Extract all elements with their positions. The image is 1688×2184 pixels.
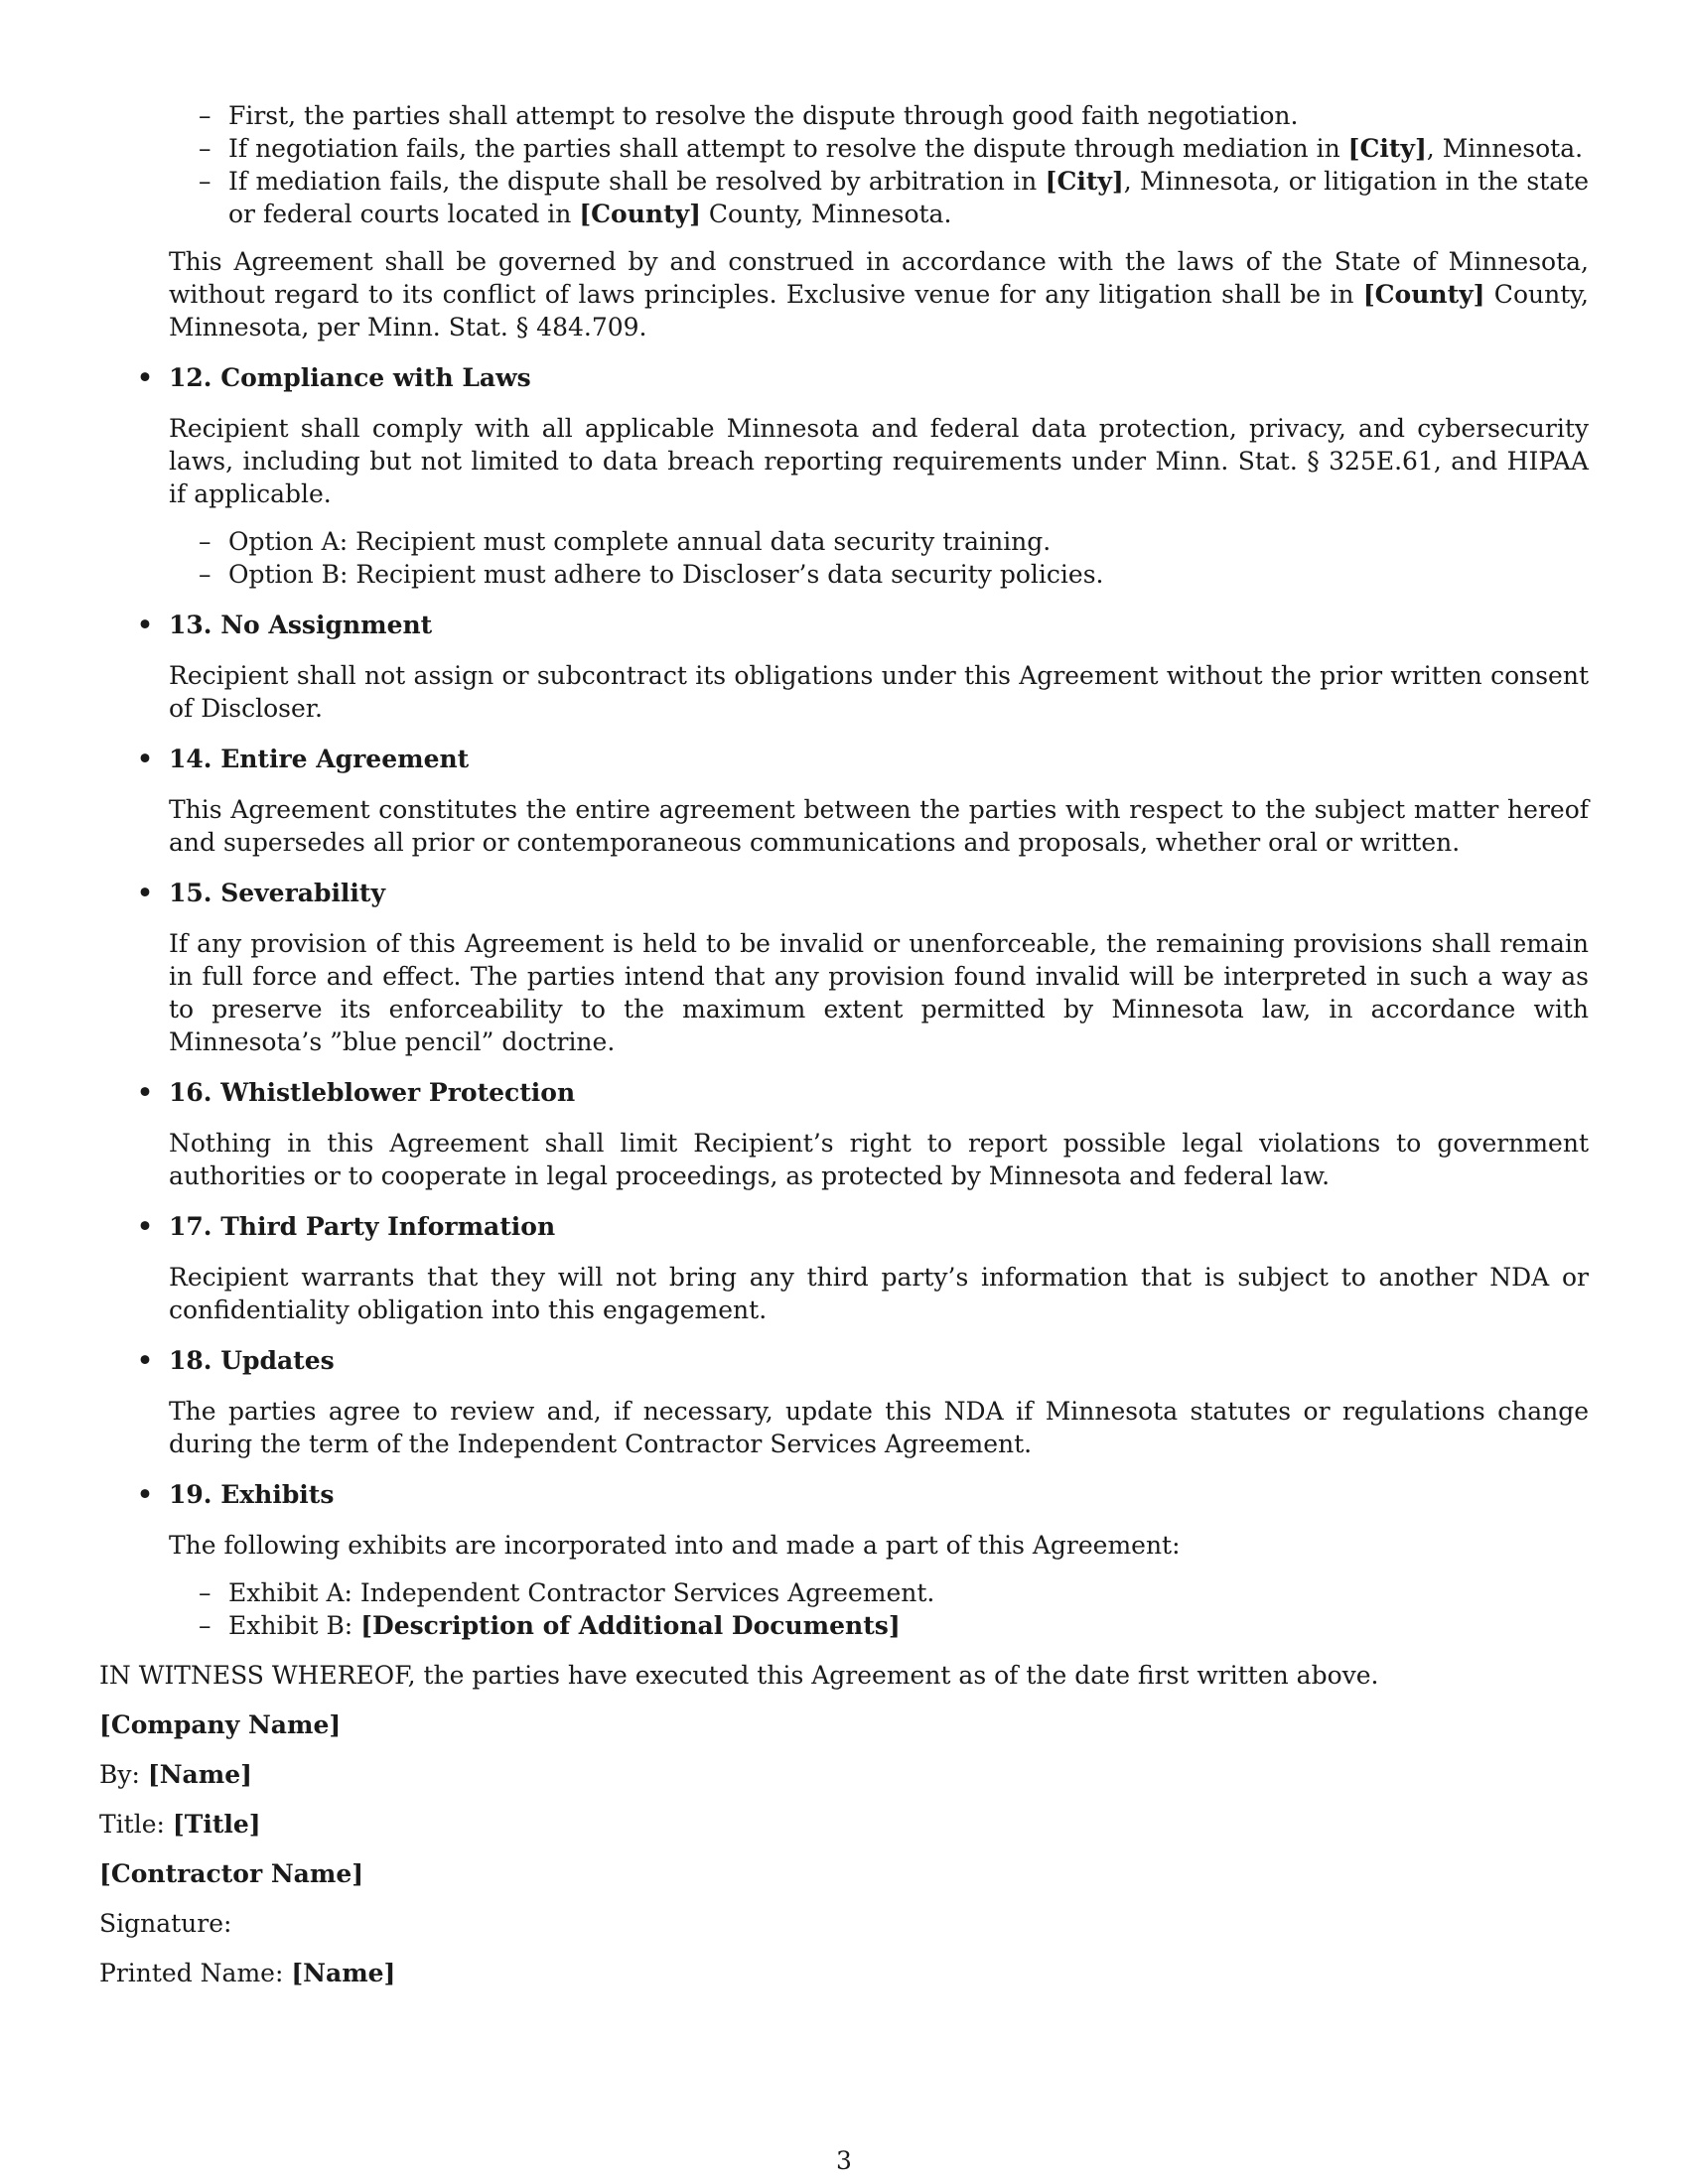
bullet-icon: • bbox=[137, 611, 153, 639]
section-12 bbox=[99, 361, 1589, 591]
section-16 bbox=[99, 1076, 1589, 1192]
section-heading: • 12. Compliance with Laws bbox=[137, 363, 531, 392]
section-17 bbox=[99, 1210, 1589, 1326]
bullet-icon: • bbox=[137, 1346, 153, 1375]
bullet-icon: • bbox=[137, 1480, 153, 1509]
witness-statement: IN WITNESS WHEREOF, the parties have executed this Agreement as of the date first written above. bbox=[99, 1661, 1379, 1690]
section-body: The following exhibits are incorporated into and made a part of this Agreement: bbox=[169, 1531, 1181, 1560]
section-heading: • 15. Severability bbox=[137, 879, 386, 907]
section-heading: • 16. Whistleblower Protection bbox=[137, 1078, 576, 1107]
dispute-resolution-steps bbox=[199, 99, 1589, 230]
section-heading: • 18. Updates bbox=[137, 1346, 335, 1375]
section-body: Recipient shall not assign or subcontract its obligations under this Agreement without the prior written consent of Discloser. bbox=[169, 661, 1589, 723]
section-body: Nothing in this Agreement shall limit Recipient’s right to report possible legal violations to government authorities or to cooperate in legal proceedings, as protected by Minnesota and federal law. bbox=[169, 1129, 1589, 1190]
section-19 bbox=[99, 1478, 1589, 1642]
title-line: Title: [Title] bbox=[99, 1810, 261, 1839]
section-body: If any provision of this Agreement is held to be invalid or unenforceable, the remaining provisions shall remain in full force and effect. The parties intend that any provision found invalid will be interpreted in such a way as to preserve its enforceability to the maximum extent permitted by Minnesota law, in accordance with Minnesota’s ”blue pencil” doctrine. bbox=[169, 929, 1589, 1056]
section-body: The parties agree to review and, if necessary, update this NDA if Minnesota statutes or regulations change during the term of the Independent Contractor Services Agreement. bbox=[169, 1397, 1589, 1458]
list-item: – If negotiation fails, the parties shall attempt to resolve the dispute through mediation in [City], Minnesota. bbox=[199, 132, 1589, 165]
list-item: – First, the parties shall attempt to resolve the dispute through good faith negotiation. bbox=[199, 99, 1589, 132]
section-body: This Agreement constitutes the entire agreement between the parties with respect to the subject matter hereof and supersedes all prior or contemporaneous communications and proposals, whether oral or written. bbox=[169, 795, 1589, 857]
company-name: [Company Name] bbox=[99, 1710, 342, 1739]
section-heading: • 14. Entire Agreement bbox=[137, 745, 470, 773]
section-13 bbox=[99, 609, 1589, 725]
county-placeholder: [County] bbox=[1362, 280, 1485, 309]
section-heading: • 13. No Assignment bbox=[137, 611, 433, 639]
document-page bbox=[99, 99, 1589, 1989]
section-body: Recipient shall comply with all applicable Minnesota and federal data protection, privacy, and cybersecurity laws, including but not limited to data breach reporting requirements under Minn. Stat. § 325E.61, and HIPAA if applicable. bbox=[169, 414, 1589, 508]
city-placeholder: [City] bbox=[1045, 167, 1124, 196]
by-line: By: [Name] bbox=[99, 1760, 252, 1789]
section-18 bbox=[99, 1344, 1589, 1460]
section-heading: • 19. Exhibits bbox=[137, 1480, 335, 1509]
printed-name-line: Printed Name: [Name] bbox=[99, 1959, 396, 1987]
list-item: – Option A: Recipient must complete annual data security training. bbox=[199, 525, 1589, 558]
section-body: Recipient warrants that they will not bring any third party’s information that is subject to another NDA or confidentiality obligation into this engagement. bbox=[169, 1263, 1589, 1324]
county-placeholder: [County] bbox=[579, 200, 701, 228]
section-15 bbox=[99, 877, 1589, 1058]
contractor-name: [Contractor Name] bbox=[99, 1859, 364, 1888]
bullet-icon: • bbox=[137, 1078, 153, 1107]
signature-line: Signature: bbox=[99, 1909, 232, 1938]
option-list bbox=[199, 525, 1589, 591]
list-item: – Exhibit B: [Description of Additional Documents] bbox=[199, 1609, 1589, 1642]
list-item: – If mediation fails, the dispute shall be resolved by arbitration in [City], Minnesota, or litigation in the state or federal courts located in [County] County, Minnesota. bbox=[199, 165, 1589, 230]
page-number: 3 bbox=[836, 2146, 852, 2175]
bullet-icon: • bbox=[137, 1212, 153, 1241]
exhibit-list bbox=[199, 1576, 1589, 1642]
list-item: – Option B: Recipient must adhere to Discloser’s data security policies. bbox=[199, 558, 1589, 591]
exhibit-b-placeholder: [Description of Additional Documents] bbox=[360, 1611, 901, 1640]
section-heading: • 17. Third Party Information bbox=[137, 1212, 556, 1241]
list-item: – Exhibit A: Independent Contractor Services Agreement. bbox=[199, 1576, 1589, 1609]
section-14 bbox=[99, 743, 1589, 859]
bullet-icon: • bbox=[137, 879, 153, 907]
governing-law-paragraph: This Agreement shall be governed by and construed in accordance with the laws of the State of Minnesota, without regard to its conflict of laws principles. Exclusive venue for any litigation shall be in [County] County, Minnesota, per Minn. Stat. § 484.709. bbox=[169, 247, 1589, 341]
city-placeholder: [City] bbox=[1347, 134, 1427, 163]
bullet-icon: • bbox=[137, 363, 153, 392]
bullet-icon: • bbox=[137, 745, 153, 773]
